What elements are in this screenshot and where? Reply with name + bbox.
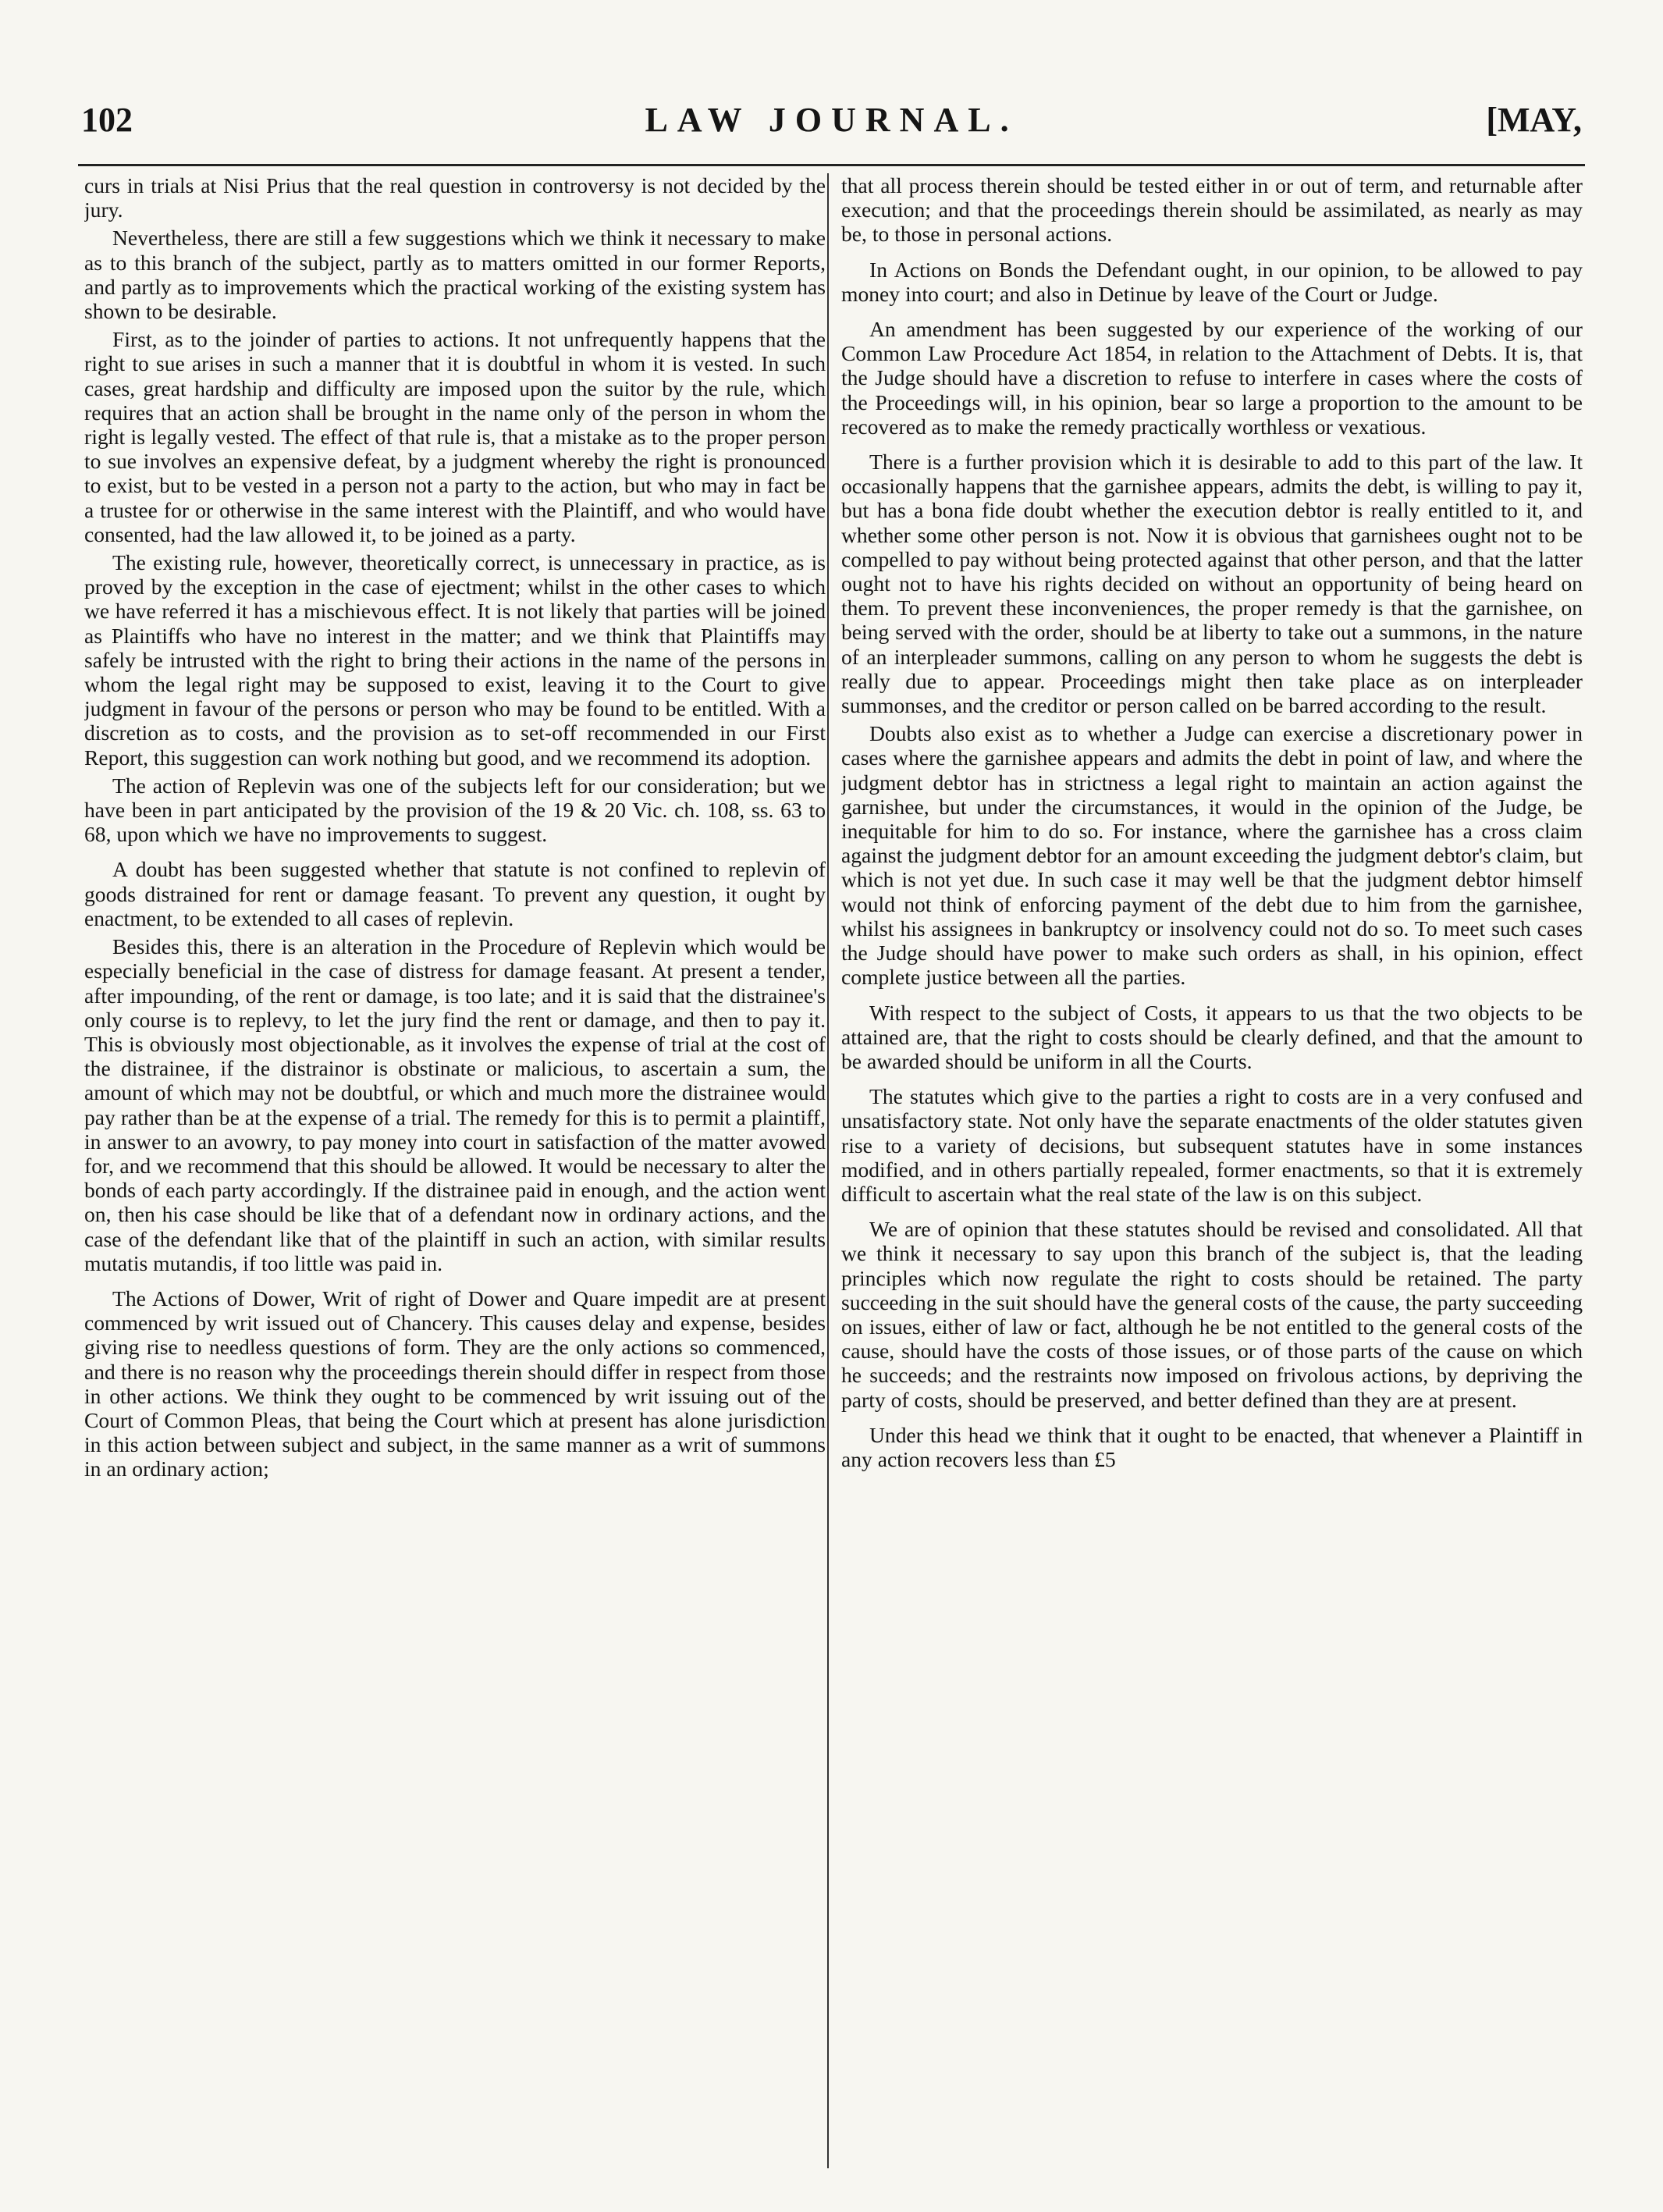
paragraph: The Actions of Dower, Writ of right of Dower and Quare impedit are at present commenced by writ issued out of Chancery. This causes delay and expense, besides giving rise to needless questions of form. They are the only actions so commenced, and there is no reason why the proceedings therein should differ in respect from those in other actions. We think they ought to be commenced by writ issuing out of the Court of Common Pleas, that being the Court which at present has alone jurisdiction in this action between subject and subject, in the same manner as a writ of summons in an ordinary action; — [84, 1286, 826, 1481]
paragraph: We are of opinion that these statutes should be revised and consolidated. All that we think it necessary to say upon this branch of the subject is, that the leading principles which now regulate the right to costs should be retained. The party succeeding in the suit should have the general costs of the cause, the party succeeding on issues, either of law or fact, although he be not entitled to the general costs of the cause, should have the costs of those issues, or of those parts of the cause on which he succeeds; and the restraints now imposed on frivolous actions, by depriving the party of costs, should be preserved, and better defined than they are at present. — [841, 1217, 1583, 1412]
header-rule — [78, 164, 1585, 166]
paragraph: With respect to the subject of Costs, it appears to us that the two objects to be attained are, that the right to costs should be clearly defined, and that the amount to be awarded should be uniform in all the Courts. — [841, 1000, 1583, 1073]
paragraph: In Actions on Bonds the Defendant ought, in our opinion, to be allowed to pay money into court; and also in Detinue by leave of the Court or Judge. — [841, 257, 1583, 306]
paragraph: The action of Replevin was one of the subjects left for our consideration; but we have been in part anticipated by the provision of the 19 & 20 Vic. ch. 108, ss. 63 to 68, upon which we have no improvements to suggest. — [84, 773, 826, 847]
journal-title: LAW JOURNAL. — [645, 101, 1018, 139]
paragraph: Besides this, there is an alteration in the Procedure of Replevin which would be especially beneficial in the case of distress for damage feasant. At present a tender, after impounding, of the rent or damage, is too late; and it is said that the distrainee's only course is to replevy, to let the jury find the rent or damage, and then to pay it. This is obviously most objectionable, as it involves the expense of trial at the cost of the distrainee, if the distrainor is obstinate or malicious, to ascertain a sum, the amount of which may not be doubtful, or which and much more the distrainee would pay rather than be at the expense of a trial. The remedy for this is to permit a plaintiff, in answer to an avowry, to pay money into court in satisfaction of the matter avowed for, and we recommend that this should be allowed. It would be necessary to alter the bonds of each party accordingly. If the distrainee paid in enough, and the action went on, then his case should be like that of a defendant now in ordinary actions, and the case of the defendant like that of the plaintiff in such an action, with similar results mutatis mutandis, if too little was paid in. — [84, 934, 826, 1275]
paragraph: First, as to the joinder of parties to actions. It not unfrequently happens that the right to sue arises in such a manner that it is doubtful in whom it is vested. In such cases, great hardship and difficulty are imposed upon the suitor by the rule, which requires that an action shall be brought in the name only of the person in whom the right is legally vested. The effect of that rule is, that a mistake as to the proper person to sue involves an expensive defeat, by a judgment whereby the right is pronounced to exist, but to be vested in a person not a party to the action, but who may in fact be a trustee for or otherwise in the same interest with the Plaintiff, and who would have consented, had the law allowed it, to be joined as a party. — [84, 327, 826, 546]
right-column — [841, 173, 1583, 2171]
paragraph: Nevertheless, there are still a few suggestions which we think it necessary to make as to this branch of the subject, partly as to matters omitted in our former Reports, and partly as to improvements which the practical working of the existing system has shown to be desirable. — [84, 226, 826, 324]
column-divider — [827, 173, 829, 2168]
paragraph: that all process therein should be tested either in or out of term, and returnable after execution; and that the proceedings therein should be assimilated, as nearly as may be, to those in personal actions. — [841, 173, 1583, 247]
page-number: 102 — [81, 101, 133, 139]
month-label: [MAY, — [1486, 101, 1582, 139]
paragraph: Under this head we think that it ought to be enacted, that whenever a Plaintiff in any action recovers less than £5 — [841, 1422, 1583, 1471]
paragraph: Doubts also exist as to whether a Judge can exercise a discretionary power in cases where the garnishee appears and admits the debt in point of law, and where the judgment debtor has in strictness a legal right to maintain an action against the garnishee, but under the circumstances, it would in the opinion of the Judge, be inequitable for him to do so. For instance, where the garnishee has a cross claim against the judgment debtor for an amount exceeding the judgment debtor's claim, but which is not yet due. In such case it may well be that the judgment debtor himself would not think of enforcing payment of the debt due to him from the garnishee, whilst his assignees in bankruptcy or insolvency could not do so. To meet such cases the Judge should have power to make such orders as shall, in his opinion, effect complete justice between all the parties. — [841, 721, 1583, 990]
paragraph: A doubt has been suggested whether that statute is not confined to replevin of goods distrained for rent or damage feasant. To prevent any question, it ought by enactment, to be extended to all cases of replevin. — [84, 857, 826, 930]
paragraph: There is a further provision which it is desirable to add to this part of the law. It occasionally happens that the garnishee appears, admits the debt, is willing to pay it, but has a bona fide doubt whether the execution debtor is really entitled to it, and whether some other person is not. Now it is obvious that garnishees ought not to be compelled to pay without being protected against that other person, and that the latter ought not to have his rights decided on without an opportunity of being heard on them. To prevent these inconveniences, the proper remedy is that the garnishee, on being served with the order, should be at liberty to take out a summons, in the nature of an interpleader summons, calling on any person to whom he suggests the debt is really due to appear. Proceedings might then take place as on interpleader summonses, and the creditor or person called on be barred according to the result. — [841, 450, 1583, 718]
paragraph: curs in trials at Nisi Prius that the real question in controversy is not decided by the jury. — [84, 173, 826, 222]
left-column — [84, 173, 826, 2171]
paragraph: The existing rule, however, theoretically correct, is unnecessary in practice, as is proved by the exception in the case of ejectment; whilst in the other cases to which we have referred it has a mischievous effect. It is not likely that parties will be joined as Plaintiffs who have no interest in the matter; and we think that Plaintiffs may safely be intrusted with the right to bring their actions in the name of the persons in whom the legal right may be supposed to exist, leaving it to the Court to give judgment in favour of the persons or person who may be found to be entitled. With a discretion as to costs, and the provision as to set-off recommended in our First Report, this suggestion can work nothing but good, and we recommend its adoption. — [84, 550, 826, 770]
paragraph: An amendment has been suggested by our experience of the working of our Common Law Procedure Act 1854, in relation to the Attachment of Debts. It is, that the Judge should have a discretion to refuse to interfere in cases where the costs of the Proceedings will, in his opinion, bear so large a proportion to the amount to be recovered as to make the remedy practically worthless or vexatious. — [841, 317, 1583, 439]
running-header — [78, 100, 1585, 155]
paragraph: The statutes which give to the parties a right to costs are in a very confused and unsatisfactory state. Not only have the separate enactments of the older statutes given rise to a variety of decisions, but subsequent statutes have in some instances modified, and in others partially repealed, former enactments, so that it is extremely difficult to ascertain what the real state of the law is on this subject. — [841, 1084, 1583, 1206]
